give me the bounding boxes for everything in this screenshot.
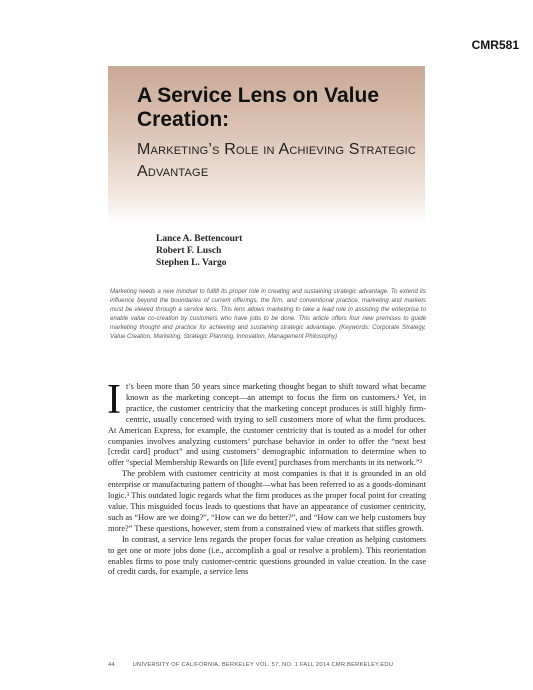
paragraph-text: t’s been more than 50 years since marketing thought began to shift toward what became known as the marketing concept—an attempt to focus the firm on customers.¹ Yet, in practice, the customer centricity that the marketing concept produces is still highly firm-centric, usually concerned with trying to sell customers more of what the firm produces. At American Express, for example, the customer centricity that is touted as a model for other companies involves analyzing customers’ purchase behavior in order to offer the “next best [credit card] product” and using customers’ demographic information to determine when to offer “special Membership Rewards on [life event] purchases from merchants in its network.”² — [108, 382, 426, 468]
author-name: Stephen L. Vargo — [156, 258, 227, 268]
author-list — [156, 233, 242, 269]
author-name: Robert F. Lusch — [156, 246, 222, 256]
article-body — [107, 377, 426, 578]
page-number: 44 — [108, 662, 115, 668]
body-paragraph — [107, 377, 426, 469]
body-paragraph: The problem with customer centricity at most companies is that it is grounded in an old enterprise or manufacturing pattern of thought—what has been referred to as a goods-dominant logic.³ This outdated logic regards what the firm produces as the proper focal point for creating value. This misguided focus leads to questions that have an appearance of customer centricity, such as “How are we doing?”, “How can we do better?”, and “How can we help customers buy more?” These questions, however, stem from a constrained view of markets that stifles growth. — [108, 469, 426, 533]
journal-info: UNIVERSITY OF CALIFORNIA, BERKELEY VOL. 57, NO. 1 FALL 2014 CMR.BERKELEY.EDU — [132, 662, 394, 668]
drop-cap: I — [107, 377, 121, 423]
article-subtitle: Marketing’s Role in Achieving Strategic Advantage — [137, 141, 417, 180]
page-footer — [108, 662, 426, 668]
abstract: Marketing needs a new mindset to fulfill its proper role in creating and sustaining strategic advantage. To extend its influence beyond the boundaries of current offerings, the firm, and conventional practice, marketing and markets must be viewed through a service lens. This lens allows marketing to take a lead role in assisting the enterprise to enable value co-creation by customers who have jobs to be done. This article offers four new premises to guide marketing thought and practice for achieving and sustaining strategic advantage. (Keywords: Corporate Strategy, Value Creation, Marketing, Strategic Planning, Innovation, Management Philosophy) — [110, 288, 426, 340]
body-paragraph: In contrast, a service lens regards the proper focus for value creation as helping customers to get one or more jobs done (i.e., accomplish a goal or resolve a problem). This reorientation enables firms to pose truly customer-centric questions grounded in value creation. In the case of credit cards, for example, a service lens — [108, 534, 426, 577]
article-title: A Service Lens on Value Creation: — [137, 84, 379, 131]
author-name: Lance A. Bettencourt — [156, 234, 243, 244]
document-code: CMR581 — [471, 38, 519, 52]
